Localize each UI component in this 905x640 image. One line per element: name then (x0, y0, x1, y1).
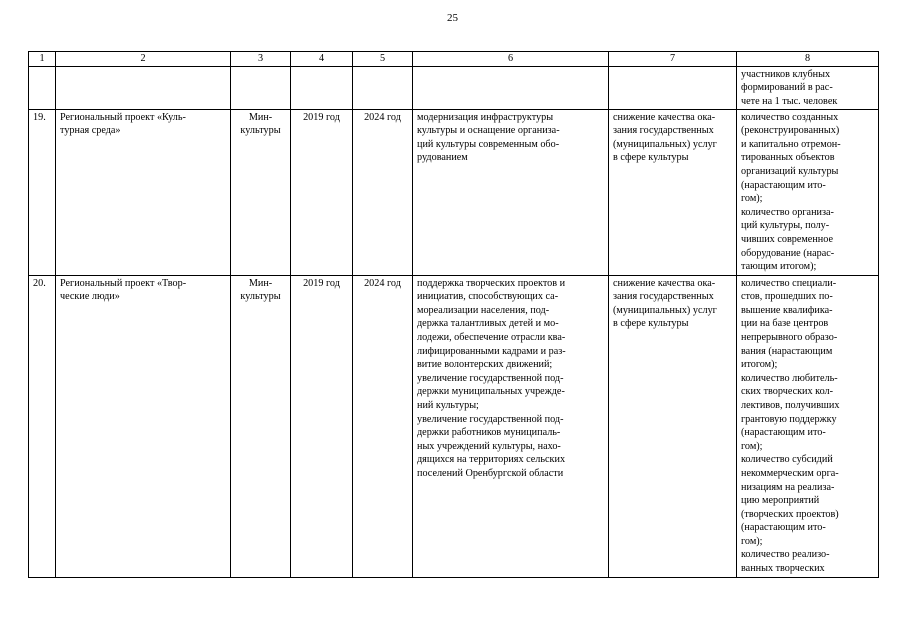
goal-cell (413, 66, 609, 109)
table-row (29, 275, 879, 577)
column-header: 4 (291, 52, 353, 67)
project-name-cell (56, 66, 231, 109)
column-header: 2 (56, 52, 231, 67)
goal-cell: поддержка творческих проектов и инициатив, способствующих са- мореализации населения, под- держка талантливых детей и мо- лодежи, обеспечение отрасли ква- лифицированными кадрами и раз- витие волонтерских движений; увеличение государственной под- держки муниципальных учрежде- ний культуры; увеличение государственной под- держки работников муниципаль- ных учреждений культуры, нахо- дящихся на территориях сельских поселений Оренбургской области (413, 275, 609, 577)
program-table (28, 51, 879, 578)
table-header-row (29, 52, 879, 67)
start-year-cell (291, 66, 353, 109)
end-year-cell (353, 66, 413, 109)
column-header: 6 (413, 52, 609, 67)
ministry-cell: Мин- культуры (231, 109, 291, 275)
risk-cell: снижение качества ока- зания государственных (муниципальных) услуг в сфере культуры (609, 275, 737, 577)
start-year-cell: 2019 год (291, 109, 353, 275)
table-row (29, 109, 879, 275)
ministry-cell: Мин- культуры (231, 275, 291, 577)
start-year-cell: 2019 год (291, 275, 353, 577)
risk-cell (609, 66, 737, 109)
column-header: 7 (609, 52, 737, 67)
row-number-cell: 20. (29, 275, 56, 577)
page-number: 25 (447, 12, 458, 24)
row-number-cell (29, 66, 56, 109)
end-year-cell: 2024 год (353, 109, 413, 275)
indicator-cell: количество созданных (реконструированных) и капитально отремон- тированных объектов организаций культуры (нарастающим ито- гом); количество организа- ций культуры, полу- чивших современное оборудование (нарас- тающим итогом); (737, 109, 879, 275)
project-name-cell: Региональный проект «Куль- турная среда» (56, 109, 231, 275)
column-header: 5 (353, 52, 413, 67)
column-header: 3 (231, 52, 291, 67)
risk-cell: снижение качества ока- зания государственных (муниципальных) услуг в сфере культуры (609, 109, 737, 275)
row-number-cell: 19. (29, 109, 56, 275)
ministry-cell (231, 66, 291, 109)
table-row (29, 66, 879, 109)
project-name-cell: Региональный проект «Твор- ческие люди» (56, 275, 231, 577)
end-year-cell: 2024 год (353, 275, 413, 577)
indicator-cell: количество специали- стов, прошедших по- вышение квалифика- ции на базе центров непрерывного образо- вания (нарастающим итогом); количество любитель- ских творческих кол- лективов, получивших грантовую поддержку (нарастающим ито- гом); количество субсидий некоммерческим орга- низациям на реализа- цию мероприятий (творческих проектов) (нарастающим ито- гом); количество реализо- ванных творческих (737, 275, 879, 577)
column-header: 1 (29, 52, 56, 67)
goal-cell: модернизация инфраструктуры культуры и оснащение организа- ций культуры современным обо- рудованием (413, 109, 609, 275)
indicator-cell: участников клубных формирований в рас- чете на 1 тыс. человек (737, 66, 879, 109)
column-header: 8 (737, 52, 879, 67)
